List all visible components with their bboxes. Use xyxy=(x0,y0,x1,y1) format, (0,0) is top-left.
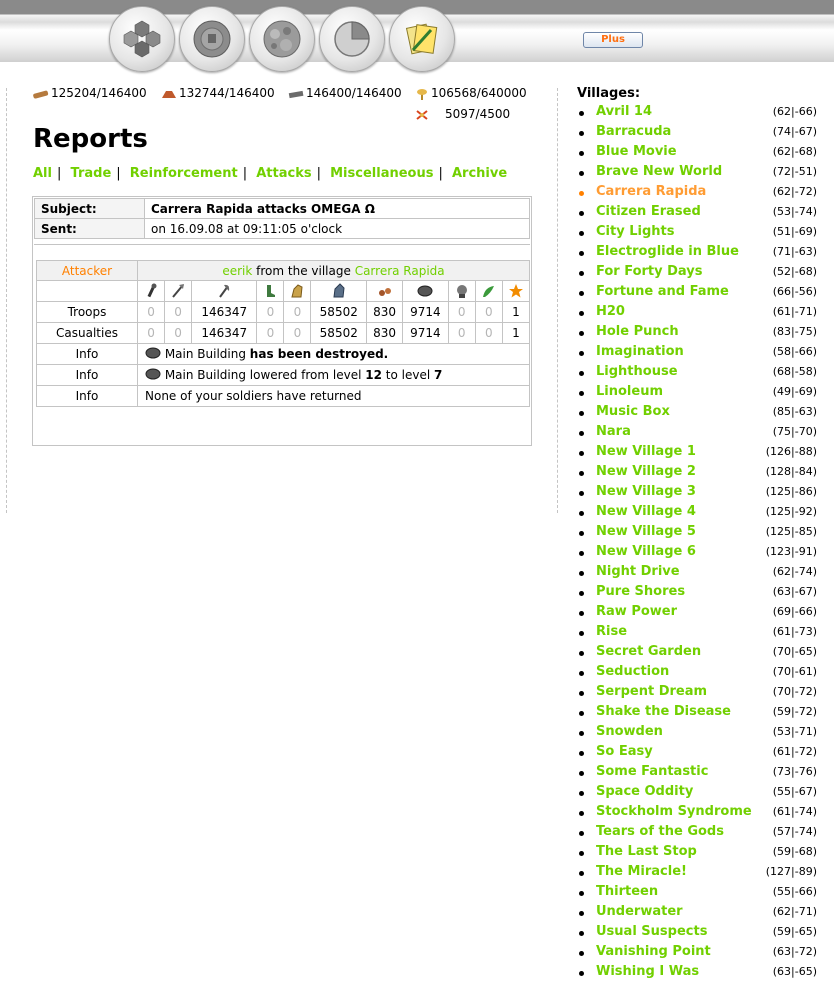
village-list-item xyxy=(577,464,817,484)
troop-count: 830 xyxy=(367,302,403,323)
village-coordinates: (62|-72) xyxy=(772,185,817,198)
plus-button[interactable]: Plus xyxy=(583,32,643,48)
troop-count: 146347 xyxy=(192,302,257,323)
village-coordinates: (75|-70) xyxy=(772,425,817,438)
bullet-icon xyxy=(579,491,584,496)
troop-count: 0 xyxy=(165,302,192,323)
casualty-count: 146347 xyxy=(192,323,257,344)
casualty-count: 0 xyxy=(284,323,311,344)
village-list-item xyxy=(577,424,817,444)
divider xyxy=(34,244,530,245)
village-list-item xyxy=(577,204,817,224)
village-list-item xyxy=(577,824,817,844)
unit-cell xyxy=(311,281,367,302)
village-list-item xyxy=(577,644,817,664)
bullet-icon xyxy=(579,831,584,836)
village-coordinates: (61|-72) xyxy=(772,745,817,758)
village-list-item xyxy=(577,624,817,644)
village-list-item xyxy=(577,304,817,324)
village-link[interactable]: New Village 2 xyxy=(596,464,696,479)
unit-cell xyxy=(138,281,165,302)
village-list-item xyxy=(577,544,817,564)
crop-consumption: 5097/4500 xyxy=(415,107,510,121)
attacker-label: Attacker xyxy=(61,263,113,278)
from-village-text: from the village xyxy=(256,263,351,278)
bullet-icon xyxy=(579,531,584,536)
village-link[interactable]: Blue Movie xyxy=(596,144,677,159)
villages-title: Villages: xyxy=(577,86,641,101)
paladin-icon xyxy=(289,283,305,299)
village-link[interactable]: Some Fantastic xyxy=(596,764,709,779)
left-divider xyxy=(6,88,7,513)
village-coordinates: (51|-69) xyxy=(772,225,817,238)
village-list-item xyxy=(577,344,817,364)
hero-icon xyxy=(508,283,524,299)
village-coordinates: (57|-74) xyxy=(772,825,817,838)
village-link[interactable]: Usual Suspects xyxy=(596,924,708,939)
chief-icon xyxy=(454,283,470,299)
village-link[interactable]: Brave New World xyxy=(596,164,723,179)
bullet-icon xyxy=(579,311,584,316)
village-link[interactable]: Imagination xyxy=(596,344,684,359)
info-label: Info xyxy=(37,365,138,386)
report-panel xyxy=(32,196,532,446)
right-divider xyxy=(557,88,558,513)
village-coordinates: (52|-68) xyxy=(772,265,817,278)
filter-archive[interactable]: Archive xyxy=(452,166,508,181)
casualty-count: 0 xyxy=(138,323,165,344)
village-link[interactable]: Barracuda xyxy=(596,124,672,139)
village-coordinates: (123|-91) xyxy=(765,545,817,558)
troops-row xyxy=(37,302,530,323)
village-list-item xyxy=(577,504,817,524)
village-coordinates: (70|-65) xyxy=(772,645,817,658)
bullet-icon xyxy=(579,871,584,876)
iron-icon xyxy=(288,89,304,99)
village-link[interactable]: Shake the Disease xyxy=(596,704,731,719)
bullet-icon xyxy=(579,911,584,916)
casualty-count: 58502 xyxy=(311,323,367,344)
map-icon[interactable] xyxy=(249,6,315,72)
unit-icons-row xyxy=(37,281,530,302)
village-link[interactable]: Tears of the Gods xyxy=(596,824,724,839)
village-coordinates: (74|-67) xyxy=(772,125,817,138)
village-link[interactable]: Night Drive xyxy=(596,564,680,579)
village-coordinates: (63|-72) xyxy=(772,945,817,958)
village-link[interactable]: New Village 4 xyxy=(596,504,696,519)
bullet-icon xyxy=(579,291,584,296)
attacker-village-link[interactable]: Carrera Rapida xyxy=(354,263,445,278)
top-navigation-bar xyxy=(0,0,834,62)
village-link[interactable]: Nara xyxy=(596,424,631,439)
village-link[interactable]: Carrera Rapida xyxy=(596,184,707,199)
village-link[interactable]: Secret Garden xyxy=(596,644,702,659)
village-link[interactable]: Electroglide in Blue xyxy=(596,244,739,259)
bullet-icon xyxy=(579,591,584,596)
troop-count: 0 xyxy=(284,302,311,323)
village-link[interactable]: Underwater xyxy=(596,904,683,919)
troop-count: 9714 xyxy=(402,302,448,323)
info-label: Info xyxy=(37,344,138,365)
troop-count: 0 xyxy=(257,302,284,323)
report-subject: Carrera Rapida attacks OMEGA Ω xyxy=(145,199,530,219)
subject-label: Subject: xyxy=(35,199,145,219)
village-link[interactable]: Linoleum xyxy=(596,384,663,399)
bullet-icon xyxy=(579,971,584,976)
village-link[interactable]: Thirteen xyxy=(596,884,659,899)
unit-cell xyxy=(448,281,475,302)
village-list-item xyxy=(577,884,817,904)
village-list-item xyxy=(577,384,817,404)
bullet-icon xyxy=(579,431,584,436)
village-coordinates: (70|-61) xyxy=(772,665,817,678)
page-title: Reports xyxy=(33,124,148,154)
village-coordinates: (125|-86) xyxy=(765,485,817,498)
village-link[interactable]: Vanishing Point xyxy=(596,944,711,959)
bullet-icon xyxy=(579,731,584,736)
village-coordinates: (61|-73) xyxy=(772,625,817,638)
troop-count: 0 xyxy=(448,302,475,323)
village-coordinates: (125|-92) xyxy=(765,505,817,518)
unit-cell xyxy=(192,281,257,302)
village-link[interactable]: Serpent Dream xyxy=(596,684,708,699)
filter-miscellaneous[interactable]: Miscellaneous xyxy=(330,166,434,181)
reports-icon[interactable] xyxy=(389,6,455,72)
filter-attacks[interactable]: Attacks xyxy=(256,166,312,181)
clay-resource: 132744/146400 xyxy=(161,86,275,100)
village-list-item xyxy=(577,444,817,464)
village-coordinates: (126|-88) xyxy=(765,445,817,458)
village-coordinates: (68|-58) xyxy=(772,365,817,378)
bullet-icon xyxy=(579,671,584,676)
filter-reinforcement[interactable]: Reinforcement xyxy=(129,166,238,181)
axeman-icon xyxy=(216,283,232,299)
bullet-icon xyxy=(579,791,584,796)
village-link[interactable]: Music Box xyxy=(596,404,670,419)
iron-resource: 146400/146400 xyxy=(288,86,402,100)
village-list-item xyxy=(577,584,817,604)
casualties-row xyxy=(37,323,530,344)
village-link[interactable]: Space Oddity xyxy=(596,784,694,799)
village-list-item xyxy=(577,404,817,424)
bullet-icon xyxy=(579,651,584,656)
unit-cell xyxy=(502,281,529,302)
bullet-icon xyxy=(579,451,584,456)
village-link[interactable]: Snowden xyxy=(596,724,663,739)
village-link[interactable]: So Easy xyxy=(596,744,653,759)
village-link[interactable]: Pure Shores xyxy=(596,584,686,599)
bullet-icon xyxy=(579,471,584,476)
report-meta-table xyxy=(34,198,530,239)
village-list-item xyxy=(577,944,817,964)
bullet-icon xyxy=(579,951,584,956)
bullet-icon xyxy=(579,631,584,636)
ram-icon xyxy=(377,283,393,299)
bullet-icon xyxy=(579,811,584,816)
catapult-icon xyxy=(145,347,161,359)
village-link[interactable]: The Miracle! xyxy=(596,864,687,879)
village-link[interactable]: New Village 5 xyxy=(596,524,696,539)
village-list-item xyxy=(577,844,817,864)
unit-cell xyxy=(475,281,502,302)
bullet-icon xyxy=(579,131,584,136)
scout-icon xyxy=(262,283,278,299)
unit-cell xyxy=(284,281,311,302)
crop-consumption-icon xyxy=(415,109,429,121)
catapult-icon xyxy=(417,283,433,299)
crop-icon xyxy=(415,88,429,100)
village-link[interactable]: City Lights xyxy=(596,224,675,239)
teutonic-knight-icon xyxy=(331,283,347,299)
village-link[interactable]: Raw Power xyxy=(596,604,678,619)
village-coordinates: (63|-67) xyxy=(772,585,817,598)
village-list-item xyxy=(577,784,817,804)
bullet-icon xyxy=(579,151,584,156)
bullet-icon xyxy=(579,551,584,556)
village-link[interactable]: Hole Punch xyxy=(596,324,679,339)
info-row: Info Main Building lowered from level 12 to level 7 xyxy=(37,365,530,386)
village-coordinates: (71|-63) xyxy=(772,245,817,258)
wood-resource: 125204/146400 xyxy=(33,86,147,100)
village-coordinates: (58|-66) xyxy=(772,345,817,358)
village-list-item xyxy=(577,164,817,184)
village-list-item xyxy=(577,144,817,164)
village-coordinates: (62|-68) xyxy=(772,145,817,158)
village-coordinates: (66|-56) xyxy=(772,285,817,298)
spearman-icon xyxy=(170,283,186,299)
village-coordinates: (61|-71) xyxy=(772,305,817,318)
village-coordinates: (128|-84) xyxy=(765,465,817,478)
village-list-item xyxy=(577,484,817,504)
bullet-icon xyxy=(579,611,584,616)
village-link[interactable]: Seduction xyxy=(596,664,670,679)
village-link[interactable]: Stockholm Syndrome xyxy=(596,804,752,819)
village-coordinates: (70|-72) xyxy=(772,685,817,698)
village-link[interactable]: Fortune and Fame xyxy=(596,284,729,299)
bullet-icon xyxy=(579,351,584,356)
village-coordinates: (55|-67) xyxy=(772,785,817,798)
village-link[interactable]: The Last Stop xyxy=(596,844,697,859)
village-list-item xyxy=(577,724,817,744)
village-coordinates: (59|-65) xyxy=(772,925,817,938)
troop-count: 58502 xyxy=(311,302,367,323)
village-link[interactable]: For Forty Days xyxy=(596,264,703,279)
bullet-icon xyxy=(579,331,584,336)
report-filter-bar: All | Trade | Reinforcement | Attacks | Miscellaneous | Archive xyxy=(33,166,508,181)
info-row xyxy=(37,386,530,407)
village-coordinates: (72|-51) xyxy=(772,165,817,178)
bullet-icon xyxy=(579,411,584,416)
village-list-item xyxy=(577,284,817,304)
village-coordinates: (53|-74) xyxy=(772,205,817,218)
village-coordinates: (53|-71) xyxy=(772,725,817,738)
statistics-icon[interactable] xyxy=(319,6,385,72)
village-coordinates: (55|-66) xyxy=(772,885,817,898)
village-list-item xyxy=(577,104,817,124)
casualty-count: 0 xyxy=(257,323,284,344)
casualties-label: Casualties xyxy=(37,323,138,344)
village-list-item xyxy=(577,904,817,924)
village-list-item xyxy=(577,524,817,544)
unit-cell xyxy=(402,281,448,302)
info-label: Info xyxy=(37,386,138,407)
casualty-count: 0 xyxy=(475,323,502,344)
village-link[interactable]: Avril 14 xyxy=(596,104,653,119)
unit-cell xyxy=(257,281,284,302)
crop-resource: 106568/640000 xyxy=(415,86,527,100)
village-link[interactable]: Rise xyxy=(596,624,628,639)
bullet-icon xyxy=(579,751,584,756)
village-link[interactable]: New Village 1 xyxy=(596,444,696,459)
catapult-icon xyxy=(145,368,161,380)
village-list-item xyxy=(577,184,817,204)
casualty-count: 1 xyxy=(502,323,529,344)
bullet-icon xyxy=(579,211,584,216)
bullet-icon xyxy=(579,271,584,276)
troop-count: 0 xyxy=(475,302,502,323)
casualty-count: 0 xyxy=(448,323,475,344)
village-list-item xyxy=(577,664,817,684)
bullet-icon xyxy=(579,771,584,776)
clubswinger-icon xyxy=(143,283,159,299)
village-list-item xyxy=(577,264,817,284)
village-list-item xyxy=(577,604,817,624)
village-coordinates: (59|-72) xyxy=(772,705,817,718)
village-list-item xyxy=(577,764,817,784)
village-list-item xyxy=(577,924,817,944)
village-list-item xyxy=(577,744,817,764)
village-coordinates: (61|-74) xyxy=(772,805,817,818)
unit-cell xyxy=(367,281,403,302)
report-sent-time: on 16.09.08 at 09:11:05 o'clock xyxy=(145,219,530,239)
bullet-icon xyxy=(579,511,584,516)
bullet-icon xyxy=(579,391,584,396)
bullet-icon xyxy=(579,571,584,576)
village-list-item xyxy=(577,244,817,264)
village-coordinates: (62|-66) xyxy=(772,105,817,118)
village-list-item xyxy=(577,124,817,144)
bullet-icon xyxy=(579,111,584,116)
clay-icon xyxy=(161,89,177,99)
village-list-item xyxy=(577,964,817,984)
village-overview-icon[interactable] xyxy=(109,6,175,72)
troop-count: 1 xyxy=(502,302,529,323)
village-coordinates: (62|-71) xyxy=(772,905,817,918)
info-troops-returned: None of your soldiers have returned xyxy=(138,386,530,407)
troops-label: Troops xyxy=(37,302,138,323)
village-list-item xyxy=(577,364,817,384)
village-coordinates: (127|-89) xyxy=(765,865,817,878)
village-list-item xyxy=(577,324,817,344)
bullet-icon xyxy=(579,171,584,176)
village-link[interactable]: New Village 3 xyxy=(596,484,696,499)
unit-cell xyxy=(165,281,192,302)
village-coordinates: (49|-69) xyxy=(772,385,817,398)
casualty-count: 830 xyxy=(367,323,403,344)
village-coordinates: (63|-65) xyxy=(772,965,817,978)
casualty-count: 0 xyxy=(165,323,192,344)
village-coordinates: (59|-68) xyxy=(772,845,817,858)
village-list-item xyxy=(577,224,817,244)
sent-label: Sent: xyxy=(35,219,145,239)
info-row: Info Main Building has been destroyed. xyxy=(37,344,530,365)
bullet-icon xyxy=(579,711,584,716)
filter-all[interactable]: All xyxy=(33,166,52,181)
village-coordinates: (73|-76) xyxy=(772,765,817,778)
village-link[interactable]: New Village 6 xyxy=(596,544,696,559)
village-list-item xyxy=(577,804,817,824)
bullet-icon xyxy=(579,891,584,896)
village-coordinates: (62|-74) xyxy=(772,565,817,578)
village-link[interactable]: H20 xyxy=(596,304,625,319)
village-list-item xyxy=(577,704,817,724)
bullet-icon xyxy=(579,931,584,936)
village-link[interactable]: Wishing I Was xyxy=(596,964,700,979)
village-center-icon[interactable] xyxy=(179,6,245,72)
bullet-icon xyxy=(579,191,584,196)
village-link[interactable]: Lighthouse xyxy=(596,364,678,379)
battle-table xyxy=(36,260,530,407)
villages-list xyxy=(577,86,817,984)
troop-count: 0 xyxy=(138,302,165,323)
wood-icon xyxy=(33,89,49,99)
village-list-item xyxy=(577,564,817,584)
attacker-player-link[interactable]: eerik xyxy=(222,263,253,278)
village-coordinates: (125|-85) xyxy=(765,525,817,538)
bullet-icon xyxy=(579,691,584,696)
bullet-icon xyxy=(579,251,584,256)
village-list-item xyxy=(577,684,817,704)
filter-trade[interactable]: Trade xyxy=(70,166,112,181)
village-link[interactable]: Citizen Erased xyxy=(596,204,701,219)
village-coordinates: (83|-75) xyxy=(772,325,817,338)
bullet-icon xyxy=(579,371,584,376)
bullet-icon xyxy=(579,851,584,856)
village-list-item xyxy=(577,864,817,884)
village-coordinates: (85|-63) xyxy=(772,405,817,418)
village-coordinates: (69|-66) xyxy=(772,605,817,618)
settler-icon xyxy=(481,283,497,299)
casualty-count: 9714 xyxy=(402,323,448,344)
bullet-icon xyxy=(579,231,584,236)
